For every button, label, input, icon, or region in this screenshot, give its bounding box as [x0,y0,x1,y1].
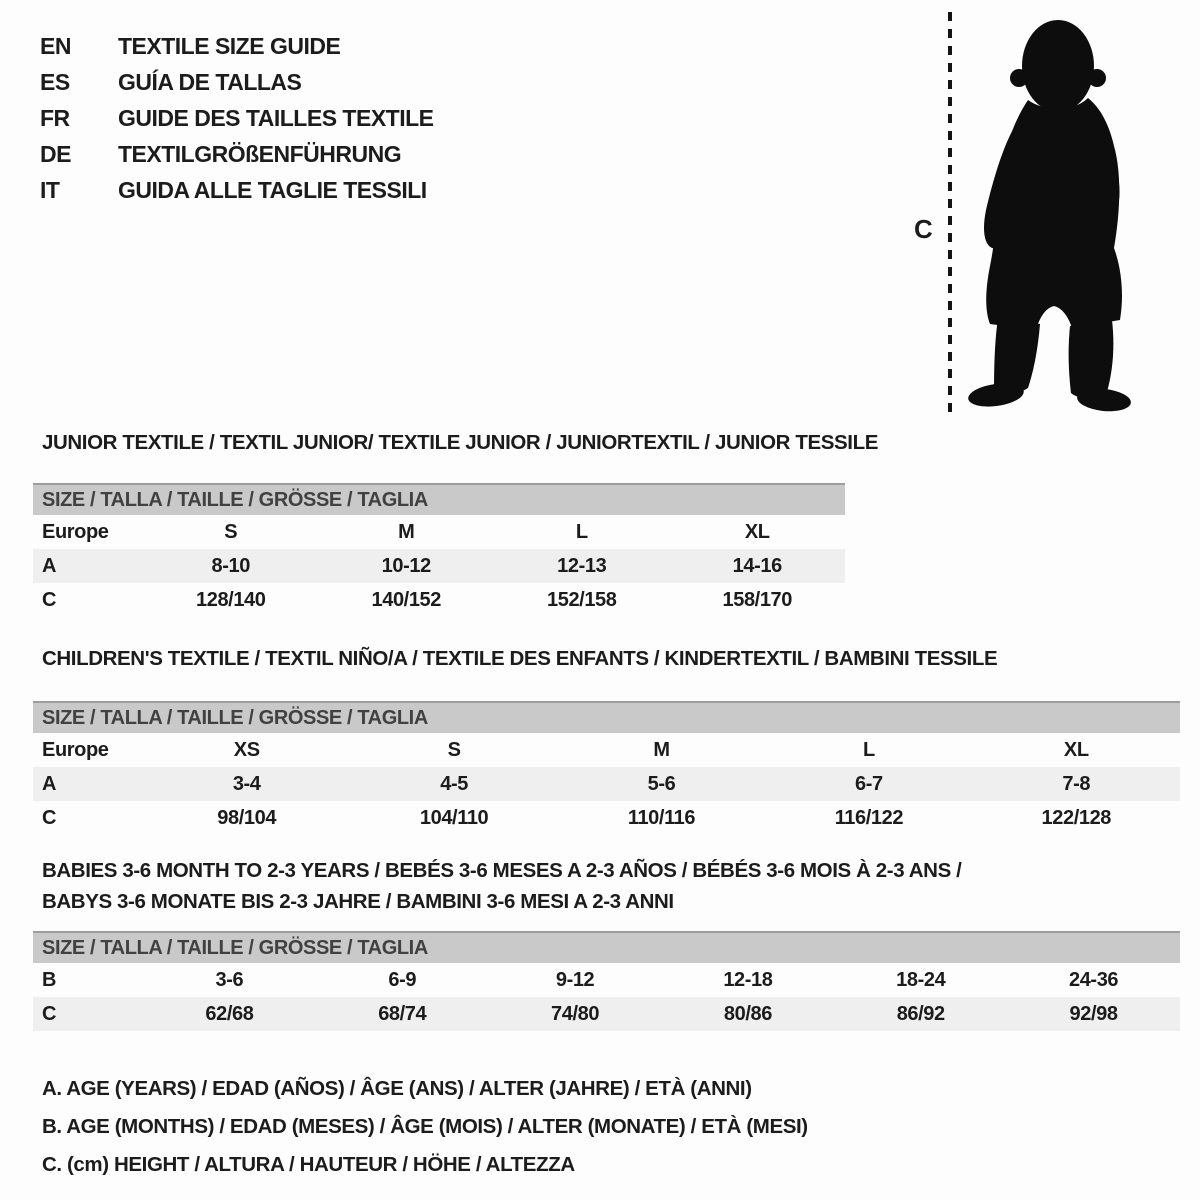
table-cell: 18-24 [896,968,946,991]
table-cell: 140/152 [371,588,441,611]
table-cell: 68/74 [378,1002,427,1025]
table-cell: 6-9 [388,968,417,991]
row-label: Europe [42,738,109,761]
language-row-es [40,64,434,100]
table-cell: XL [744,520,770,543]
table-row [33,963,1180,997]
table-cell: 122/128 [1041,806,1112,829]
table-row [33,767,1180,801]
table-cell: XS [233,738,260,761]
babies-title-line-1: BABIES 3-6 MONTH TO 2-3 YEARS / BEBÉS 3-6 MESES A 2-3 AÑOS / BÉBÉS 3-6 MOIS À 2-3 ANS / [42,859,962,882]
children-section-title: CHILDREN'S TEXTILE / TEXTIL NIÑO/A / TEXTILE DES ENFANTS / KINDERTEXTIL / BAMBINI TESSILE [42,647,998,670]
table-row [33,515,845,549]
table-cell: 3-4 [232,772,261,795]
row-label: C [42,1002,57,1025]
language-row-it [40,172,434,208]
babies-size-table [33,931,1180,1031]
table-row [33,583,845,617]
table-cell: L [575,520,588,543]
table-cell: 92/98 [1069,1002,1118,1025]
size-header-bar: SIZE / TALLA / TAILLE / GRÖSSE / TAGLIA [33,931,1180,963]
table-cell: M [653,738,670,761]
table-cell: 9-12 [555,968,595,991]
table-cell: L [862,738,875,761]
table-cell: 110/116 [627,806,696,829]
toddler-silhouette-image [952,14,1142,420]
table-cell: 6-7 [855,772,883,795]
table-cell: 128/140 [196,588,266,611]
size-header-bar: SIZE / TALLA / TAILLE / GRÖSSE / TAGLIA [33,483,845,515]
language-code: IT [40,176,60,203]
table-cell: 116/122 [834,806,904,829]
guide-title-de: TEXTILGRÖßENFÜHRUNG [118,140,402,167]
table-cell: 10-12 [381,554,431,577]
language-code: FR [40,104,70,131]
row-label: C [42,806,57,829]
junior-size-table [33,483,845,617]
table-row [33,997,1180,1031]
guide-title-en: TEXTILE SIZE GUIDE [118,32,341,59]
table-cell: 158/170 [722,588,792,611]
legend-line-c: C. (cm) HEIGHT / ALTURA / HAUTEUR / HÖHE / ALTEZZA [42,1153,575,1176]
guide-title-it: GUIDA ALLE TAGLIE TESSILI [118,176,427,203]
row-label: Europe [42,520,109,543]
language-code: DE [40,140,71,167]
guide-title-es: GUÍA DE TALLAS [118,68,302,95]
language-code: ES [40,68,70,95]
table-cell: 86/92 [896,1002,945,1025]
table-cell: XL [1063,738,1089,761]
babies-title-line-2: BABYS 3-6 MONATE BIS 2-3 JAHRE / BAMBINI 3-6 MESI A 2-3 ANNI [42,890,674,913]
babies-table-rows [33,963,1180,1031]
language-row-fr [40,100,434,136]
language-row-en [40,28,434,64]
table-cell: S [447,738,461,761]
table-cell: 152/158 [547,588,617,611]
table-cell: 62/68 [205,1002,254,1025]
junior-table-rows [33,515,845,617]
table-cell: M [398,520,415,543]
table-cell: 8-10 [211,554,250,577]
table-cell: 12-13 [557,554,607,577]
table-cell: 4-5 [440,772,468,795]
table-cell: 14-16 [732,554,782,577]
table-cell: 80/86 [723,1002,772,1025]
row-label: A [42,554,57,577]
table-cell: 7-8 [1062,772,1091,795]
table-row [33,733,1180,767]
guide-title-fr: GUIDE DES TAILLES TEXTILE [118,104,434,131]
table-cell: 12-18 [723,968,773,991]
measure-legend [42,1070,808,1184]
children-size-table [33,701,1180,835]
legend-line-b: B. AGE (MONTHS) / EDAD (MESES) / ÂGE (MOIS) / ALTER (MONATE) / ETÀ (MESI) [42,1115,808,1138]
table-cell: 74/80 [551,1002,600,1025]
language-title-list [40,28,434,208]
children-table-rows [33,733,1180,835]
table-row [33,549,845,583]
row-label: B [42,968,57,991]
junior-section-title: JUNIOR TEXTILE / TEXTIL JUNIOR/ TEXTILE JUNIOR / JUNIORTEXTIL / JUNIOR TESSILE [42,431,878,454]
legend-line-a: A. AGE (YEARS) / EDAD (AÑOS) / ÂGE (ANS) / ALTER (JAHRE) / ETÀ (ANNI) [42,1077,752,1100]
table-cell: 5-6 [647,772,676,795]
table-cell: 104/110 [419,806,489,829]
table-cell: 98/104 [217,806,277,829]
language-code: EN [40,32,71,59]
language-row-de [40,136,434,172]
size-header-bar: SIZE / TALLA / TAILLE / GRÖSSE / TAGLIA [33,701,1180,733]
babies-section-title [42,855,961,917]
row-label: A [42,772,57,795]
table-cell: 24-36 [1068,968,1119,991]
table-cell: 3-6 [215,968,244,991]
row-label: C [42,588,57,611]
table-row [33,801,1180,835]
table-cell: S [224,520,238,543]
height-measure-label: C [914,214,933,244]
